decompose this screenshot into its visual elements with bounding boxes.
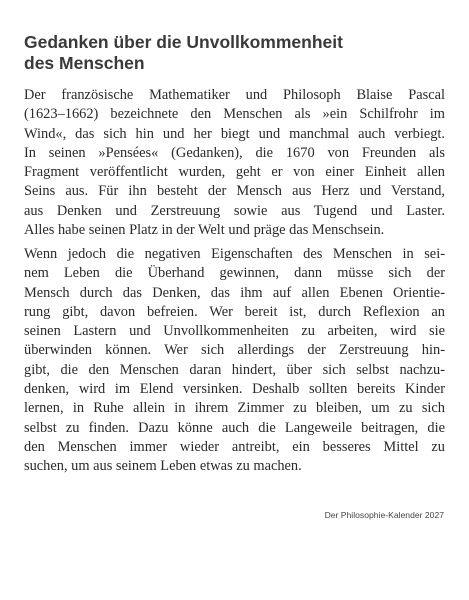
text-line: Mensch durch das Denken, das ihm auf allen Ebenen Orientie- <box>24 284 445 301</box>
text-line: Wenn jedoch die negativen Eigenschaften des Menschen in sei- <box>24 246 445 262</box>
text-line: den Menschen immer wieder antreibt, ein besseres Mittel zu <box>24 438 445 455</box>
page-title <box>24 32 444 74</box>
title-line-2: des Menschen <box>24 53 145 73</box>
text-line: lernen, in Ruhe allein in ihrem Zimmer zu bleiben, um zu sich <box>24 400 445 417</box>
text-line: nem Leben die Überhand gewinnen, dann müsse sich der <box>24 265 445 282</box>
text-line: Der französische Mathematiker und Philosoph Blaise Pascal <box>24 87 445 103</box>
paragraph-1 <box>24 86 445 240</box>
text-line: In seinen »Pensées« (Gedanken), die 1670 von Freunden als <box>24 144 445 161</box>
text-line: denken, wird im Elend versinken. Deshalb sollten bereits Kinder <box>24 381 445 398</box>
paragraph-2 <box>24 245 445 477</box>
text-line: Wind«, das sich hin und her biegt und manchmal auch verbiegt. <box>24 125 445 142</box>
calendar-footer: Der Philosophie-Kalender 2027 <box>324 510 444 520</box>
text-line: Seins aus. Für ihn besteht der Mensch aus Herz und Verstand, <box>24 183 445 200</box>
text-line: selbst zu finden. Dazu könne auch die Langeweile beitragen, die <box>24 419 445 436</box>
text-line: suchen, um aus seinem Leben etwas zu machen. <box>24 458 302 475</box>
text-line: überwinden können. Wer sich allerdings der Zerstreuung hin- <box>24 342 445 359</box>
text-line: (1623–1662) bezeichnete den Menschen als »ein Schilfrohr im <box>24 106 445 123</box>
title-line-1: Gedanken über die Unvollkommenheit <box>24 32 343 52</box>
text-line: Fragment veröffentlicht wurden, geht er von einer Einheit allen <box>24 164 445 181</box>
text-line: gibt, die den Menschen daran hindert, über sich selbst nachzu- <box>24 361 445 378</box>
text-line: rung gibt, davon befreien. Wer bereit ist, durch Reflexion an <box>24 303 445 320</box>
text-line: Alles habe seinen Platz in der Welt und präge das Menschsein. <box>24 222 385 239</box>
text-line: aus Denken und Zerstreuung sowie aus Tugend und Laster. <box>24 202 445 219</box>
text-line: seinen Lastern und Unvollkommenheiten zu arbeiten, wird sie <box>24 323 445 340</box>
